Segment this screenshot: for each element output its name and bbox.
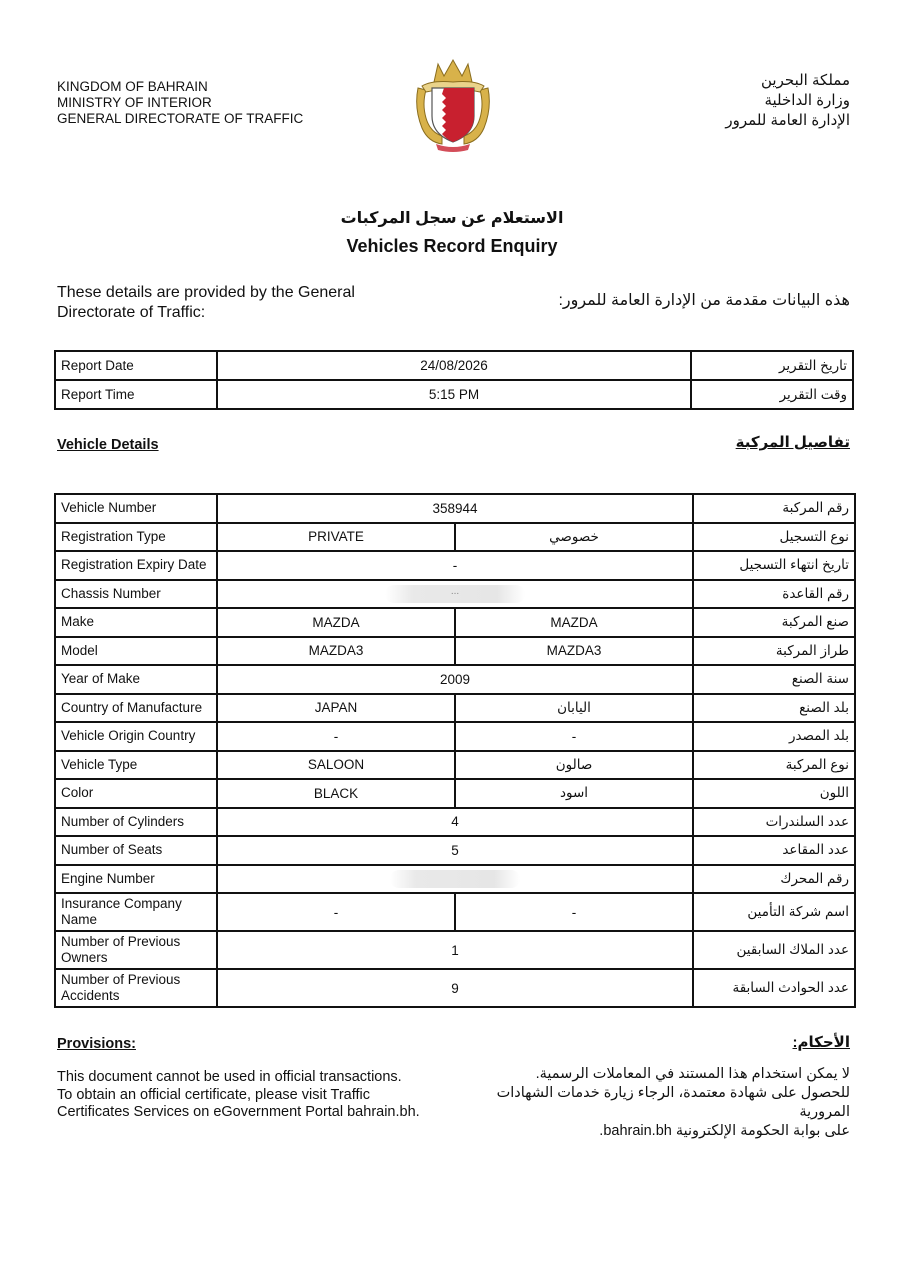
provisions-text xyxy=(57,1069,457,1122)
chassis-number-label: Chassis Number xyxy=(55,580,217,609)
make-label: Make xyxy=(55,608,217,637)
table-row xyxy=(55,694,855,723)
previous-accidents-label: Number of Previous Accidents xyxy=(55,969,217,1007)
header-line-ministry-ar: وزارة الداخلية xyxy=(764,92,850,109)
insurance-company-value-ar: - xyxy=(455,893,693,931)
document-title-arabic: الاستعلام عن سجل المركبات xyxy=(340,210,564,227)
header-line-kingdom-ar: مملكة البحرين xyxy=(761,72,850,89)
origin-country-value: - xyxy=(217,722,455,751)
intro-text-arabic: هذه البيانات مقدمة من الإدارة العامة للمرور: xyxy=(558,292,850,309)
country-of-manufacture-label: Country of Manufacture xyxy=(55,694,217,723)
model-label-ar: طراز المركبة xyxy=(693,637,855,666)
vehicle-type-value: SALOON xyxy=(217,751,455,780)
header-english xyxy=(57,79,303,127)
make-value: MAZDA xyxy=(217,608,455,637)
year-of-make-label-ar: سنة الصنع xyxy=(693,665,855,694)
table-row xyxy=(55,751,855,780)
seats-label-ar: عدد المقاعد xyxy=(693,836,855,865)
engine-number-label-ar: رقم المحرك xyxy=(693,865,855,894)
table-row xyxy=(55,351,853,380)
report-date-label: Report Date xyxy=(55,351,217,380)
report-time-label-ar: وقت التقرير xyxy=(691,380,853,409)
report-date-value: 24/08/2026 xyxy=(217,351,691,380)
country-of-manufacture-value: JAPAN xyxy=(217,694,455,723)
registration-type-value: PRIVATE xyxy=(217,523,455,552)
registration-expiry-label: Registration Expiry Date xyxy=(55,551,217,580)
header-line-ministry: MINISTRY OF INTERIOR xyxy=(57,95,212,110)
vehicle-details-table xyxy=(54,493,856,1008)
table-row xyxy=(55,494,855,523)
report-time-value: 5:15 PM xyxy=(217,380,691,409)
engine-number-label: Engine Number xyxy=(55,865,217,894)
color-value-ar: اسود xyxy=(455,779,693,808)
insurance-company-label: Insurance Company Name xyxy=(55,893,217,931)
country-of-manufacture-value-ar: اليابان xyxy=(455,694,693,723)
previous-owners-value: 1 xyxy=(217,931,693,969)
table-row xyxy=(55,523,855,552)
color-label: Color xyxy=(55,779,217,808)
table-row xyxy=(55,808,855,837)
insurance-company-label-ar: اسم شركة التأمين xyxy=(693,893,855,931)
vehicle-number-label: Vehicle Number xyxy=(55,494,217,523)
provisions-line-ar: على بوابة الحكومة الإلكترونية bahrain.bh. xyxy=(599,1123,850,1139)
country-of-manufacture-label-ar: بلد الصنع xyxy=(693,694,855,723)
vehicle-type-label: Vehicle Type xyxy=(55,751,217,780)
year-of-make-label: Year of Make xyxy=(55,665,217,694)
registration-type-value-ar: خصوصي xyxy=(455,523,693,552)
vehicle-type-label-ar: نوع المركبة xyxy=(693,751,855,780)
report-date-label-ar: تاريخ التقرير xyxy=(691,351,853,380)
vehicle-number-label-ar: رقم المركبة xyxy=(693,494,855,523)
provisions-text-arabic xyxy=(450,1065,850,1141)
vehicle-number-value: 358944 xyxy=(217,494,693,523)
table-row xyxy=(55,969,855,1007)
color-label-ar: اللون xyxy=(693,779,855,808)
seats-label: Number of Seats xyxy=(55,836,217,865)
year-of-make-value: 2009 xyxy=(217,665,693,694)
report-time-label: Report Time xyxy=(55,380,217,409)
seats-value: 5 xyxy=(217,836,693,865)
bahrain-emblem-icon xyxy=(412,58,494,152)
table-row xyxy=(55,637,855,666)
insurance-company-value: - xyxy=(217,893,455,931)
registration-type-label: Registration Type xyxy=(55,523,217,552)
previous-owners-label-ar: عدد الملاك السابقين xyxy=(693,931,855,969)
make-value-ar: MAZDA xyxy=(455,608,693,637)
cylinders-value: 4 xyxy=(217,808,693,837)
chassis-number-label-ar: رقم القاعدة xyxy=(693,580,855,609)
chassis-number-cell xyxy=(217,580,693,609)
provisions-line: To obtain an official certificate, please visit Traffic xyxy=(57,1086,370,1103)
previous-accidents-value: 9 xyxy=(217,969,693,1007)
section-heading-arabic: تفاصيل المركبة xyxy=(735,434,850,451)
cylinders-label: Number of Cylinders xyxy=(55,808,217,837)
table-row xyxy=(55,380,853,409)
table-row xyxy=(55,893,855,931)
registration-type-label-ar: نوع التسجيل xyxy=(693,523,855,552)
provisions-line-ar: للحصول على شهادة معتمدة، الرجاء زيارة خدمات الشهادات المرورية xyxy=(496,1085,850,1120)
provisions-line-ar: لا يمكن استخدام هذا المستند في المعاملات الرسمية. xyxy=(535,1066,850,1082)
engine-number-redacted xyxy=(390,870,520,888)
header-line-directorate-ar: الإدارة العامة للمرور xyxy=(725,112,850,129)
table-row xyxy=(55,865,855,894)
provisions-heading-arabic: الأحكام: xyxy=(792,1034,850,1051)
provisions-line: This document cannot be used in official transactions. xyxy=(57,1069,402,1085)
table-row xyxy=(55,608,855,637)
registration-expiry-label-ar: تاريخ انتهاء التسجيل xyxy=(693,551,855,580)
model-value: MAZDA3 xyxy=(217,637,455,666)
vehicle-type-value-ar: صالون xyxy=(455,751,693,780)
intro-text: These details are provided by the General Directorate of Traffic: xyxy=(57,284,355,321)
registration-expiry-value: - xyxy=(217,551,693,580)
chassis-number-value: ... xyxy=(385,585,525,603)
cylinders-label-ar: عدد السلندرات xyxy=(693,808,855,837)
report-info-table xyxy=(54,350,854,410)
color-value: BLACK xyxy=(217,779,455,808)
document-title: Vehicles Record Enquiry xyxy=(346,236,558,256)
section-heading: Vehicle Details xyxy=(57,437,159,453)
origin-country-value-ar: - xyxy=(455,722,693,751)
make-label-ar: صنع المركبة xyxy=(693,608,855,637)
engine-number-cell xyxy=(217,865,693,894)
origin-country-label: Vehicle Origin Country xyxy=(55,722,217,751)
model-label: Model xyxy=(55,637,217,666)
model-value-ar: MAZDA3 xyxy=(455,637,693,666)
table-row xyxy=(55,665,855,694)
table-row xyxy=(55,722,855,751)
header-line-kingdom: KINGDOM OF BAHRAIN xyxy=(57,79,208,94)
table-row xyxy=(55,580,855,609)
provisions-heading: Provisions: xyxy=(57,1036,136,1052)
table-row xyxy=(55,551,855,580)
table-row xyxy=(55,931,855,969)
header-arabic xyxy=(725,71,850,131)
previous-owners-label: Number of Previous Owners xyxy=(55,931,217,969)
provisions-line: Certificates Services on eGovernment Portal bahrain.bh. xyxy=(57,1104,420,1120)
table-row xyxy=(55,836,855,865)
previous-accidents-label-ar: عدد الحوادث السابقة xyxy=(693,969,855,1007)
table-row xyxy=(55,779,855,808)
header-line-directorate: GENERAL DIRECTORATE OF TRAFFIC xyxy=(57,111,304,126)
origin-country-label-ar: بلد المصدر xyxy=(693,722,855,751)
